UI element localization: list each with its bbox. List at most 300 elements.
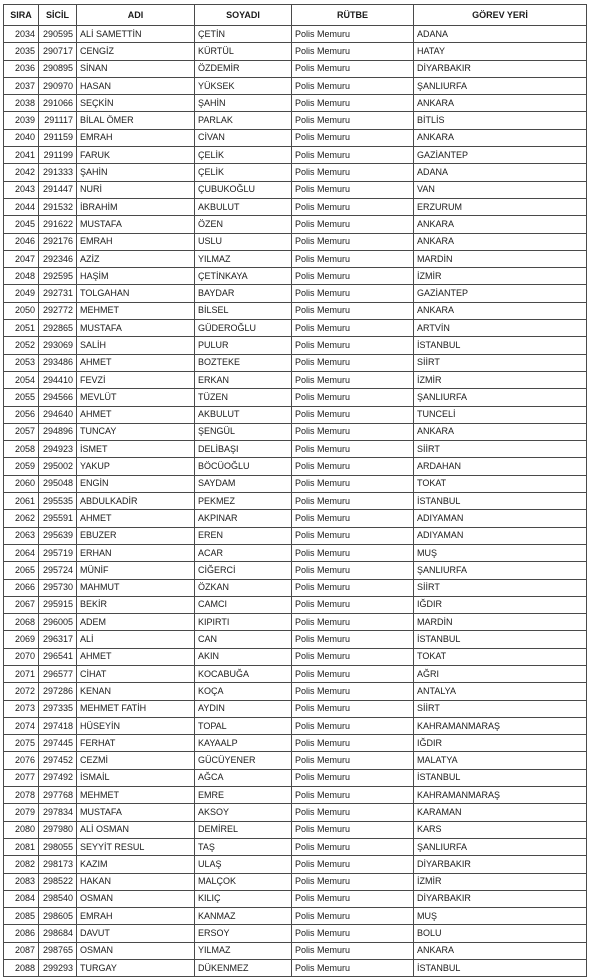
gorev-yeri-cell: İZMİR xyxy=(414,873,587,890)
sira-cell: 2057 xyxy=(4,423,39,440)
sira-cell: 2066 xyxy=(4,579,39,596)
rutbe-cell: Polis Memuru xyxy=(292,614,414,631)
table-row xyxy=(4,683,587,700)
sicil-cell: 293069 xyxy=(39,337,77,354)
soyadi-cell: PEKMEZ xyxy=(195,493,292,510)
gorev-yeri-cell: BOLU xyxy=(414,925,587,942)
adi-cell: HASAN xyxy=(77,77,195,94)
sicil-cell: 292865 xyxy=(39,320,77,337)
soyadi-cell: KOÇA xyxy=(195,683,292,700)
table-row xyxy=(4,320,587,337)
sira-cell: 2041 xyxy=(4,147,39,164)
gorev-yeri-cell: İZMİR xyxy=(414,268,587,285)
soyadi-cell: ERSOY xyxy=(195,925,292,942)
sira-cell: 2042 xyxy=(4,164,39,181)
sicil-cell: 292176 xyxy=(39,233,77,250)
header-soyadi: SOYADI xyxy=(195,5,292,26)
sicil-cell: 295724 xyxy=(39,562,77,579)
sicil-cell: 291199 xyxy=(39,147,77,164)
gorev-yeri-cell: MARDİN xyxy=(414,614,587,631)
adi-cell: FARUK xyxy=(77,147,195,164)
soyadi-cell: ÖZEN xyxy=(195,216,292,233)
sicil-cell: 291066 xyxy=(39,95,77,112)
sira-cell: 2038 xyxy=(4,95,39,112)
soyadi-cell: ÖZDEMİR xyxy=(195,60,292,77)
rutbe-cell: Polis Memuru xyxy=(292,925,414,942)
rutbe-cell: Polis Memuru xyxy=(292,250,414,267)
personnel-table xyxy=(3,4,587,977)
table-row xyxy=(4,838,587,855)
table-row xyxy=(4,769,587,786)
adi-cell: ADEM xyxy=(77,614,195,631)
sicil-cell: 296541 xyxy=(39,648,77,665)
sira-cell: 2080 xyxy=(4,821,39,838)
soyadi-cell: ERKAN xyxy=(195,371,292,388)
gorev-yeri-cell: ADANA xyxy=(414,26,587,43)
gorev-yeri-cell: DİYARBAKIR xyxy=(414,60,587,77)
adi-cell: CENGİZ xyxy=(77,43,195,60)
adi-cell: AHMET xyxy=(77,406,195,423)
adi-cell: OSMAN xyxy=(77,942,195,959)
rutbe-cell: Polis Memuru xyxy=(292,787,414,804)
rutbe-cell: Polis Memuru xyxy=(292,908,414,925)
rutbe-cell: Polis Memuru xyxy=(292,371,414,388)
soyadi-cell: ŞENGÜL xyxy=(195,423,292,440)
sicil-cell: 295730 xyxy=(39,579,77,596)
adi-cell: AHMET xyxy=(77,510,195,527)
soyadi-cell: DÜKENMEZ xyxy=(195,960,292,977)
gorev-yeri-cell: SİİRT xyxy=(414,354,587,371)
sira-cell: 2036 xyxy=(4,60,39,77)
adi-cell: EMRAH xyxy=(77,908,195,925)
table-row xyxy=(4,873,587,890)
sicil-cell: 297452 xyxy=(39,752,77,769)
gorev-yeri-cell: IĞDIR xyxy=(414,596,587,613)
sicil-cell: 298765 xyxy=(39,942,77,959)
adi-cell: ALİ xyxy=(77,631,195,648)
sira-cell: 2065 xyxy=(4,562,39,579)
rutbe-cell: Polis Memuru xyxy=(292,683,414,700)
rutbe-cell: Polis Memuru xyxy=(292,873,414,890)
soyadi-cell: YÜKSEK xyxy=(195,77,292,94)
soyadi-cell: ÇELİK xyxy=(195,164,292,181)
soyadi-cell: KIPIRTI xyxy=(195,614,292,631)
roster-sheet xyxy=(3,4,587,977)
table-row xyxy=(4,77,587,94)
adi-cell: MEHMET xyxy=(77,787,195,804)
rutbe-cell: Polis Memuru xyxy=(292,129,414,146)
soyadi-cell: ŞAHİN xyxy=(195,95,292,112)
gorev-yeri-cell: MARDİN xyxy=(414,250,587,267)
adi-cell: TOLGAHAN xyxy=(77,285,195,302)
adi-cell: OSMAN xyxy=(77,890,195,907)
sira-cell: 2046 xyxy=(4,233,39,250)
rutbe-cell: Polis Memuru xyxy=(292,77,414,94)
table-row xyxy=(4,925,587,942)
rutbe-cell: Polis Memuru xyxy=(292,510,414,527)
gorev-yeri-cell: KARS xyxy=(414,821,587,838)
sicil-cell: 291333 xyxy=(39,164,77,181)
sira-cell: 2069 xyxy=(4,631,39,648)
sicil-cell: 290717 xyxy=(39,43,77,60)
adi-cell: MUSTAFA xyxy=(77,216,195,233)
sira-cell: 2081 xyxy=(4,838,39,855)
soyadi-cell: DELİBAŞI xyxy=(195,441,292,458)
table-row xyxy=(4,354,587,371)
adi-cell: MEHMET xyxy=(77,302,195,319)
gorev-yeri-cell: ADIYAMAN xyxy=(414,527,587,544)
adi-cell: DAVUT xyxy=(77,925,195,942)
rutbe-cell: Polis Memuru xyxy=(292,198,414,215)
table-body xyxy=(4,26,587,977)
adi-cell: ABDULKADİR xyxy=(77,493,195,510)
table-row xyxy=(4,389,587,406)
adi-cell: SALİH xyxy=(77,337,195,354)
sicil-cell: 291447 xyxy=(39,181,77,198)
rutbe-cell: Polis Memuru xyxy=(292,302,414,319)
adi-cell: TUNCAY xyxy=(77,423,195,440)
rutbe-cell: Polis Memuru xyxy=(292,268,414,285)
gorev-yeri-cell: ŞANLIURFA xyxy=(414,77,587,94)
adi-cell: İSMET xyxy=(77,441,195,458)
adi-cell: MEHMET FATİH xyxy=(77,700,195,717)
table-row xyxy=(4,700,587,717)
gorev-yeri-cell: TOKAT xyxy=(414,648,587,665)
adi-cell: HAKAN xyxy=(77,873,195,890)
header-gorev-yeri: GÖREV YERİ xyxy=(414,5,587,26)
sira-cell: 2050 xyxy=(4,302,39,319)
table-row xyxy=(4,510,587,527)
sicil-cell: 294640 xyxy=(39,406,77,423)
rutbe-cell: Polis Memuru xyxy=(292,544,414,561)
sira-cell: 2062 xyxy=(4,510,39,527)
adi-cell: MUSTAFA xyxy=(77,804,195,821)
sicil-cell: 293486 xyxy=(39,354,77,371)
sira-cell: 2049 xyxy=(4,285,39,302)
rutbe-cell: Polis Memuru xyxy=(292,769,414,786)
rutbe-cell: Polis Memuru xyxy=(292,354,414,371)
sira-cell: 2074 xyxy=(4,717,39,734)
gorev-yeri-cell: KARAMAN xyxy=(414,804,587,821)
rutbe-cell: Polis Memuru xyxy=(292,423,414,440)
sicil-cell: 298173 xyxy=(39,856,77,873)
rutbe-cell: Polis Memuru xyxy=(292,493,414,510)
soyadi-cell: AKBULUT xyxy=(195,198,292,215)
gorev-yeri-cell: İZMİR xyxy=(414,371,587,388)
soyadi-cell: CAMCI xyxy=(195,596,292,613)
sicil-cell: 297335 xyxy=(39,700,77,717)
rutbe-cell: Polis Memuru xyxy=(292,562,414,579)
gorev-yeri-cell: SİİRT xyxy=(414,579,587,596)
sira-cell: 2047 xyxy=(4,250,39,267)
sira-cell: 2067 xyxy=(4,596,39,613)
gorev-yeri-cell: SİİRT xyxy=(414,441,587,458)
sicil-cell: 296005 xyxy=(39,614,77,631)
sicil-cell: 292595 xyxy=(39,268,77,285)
table-header xyxy=(4,5,587,26)
adi-cell: ENGİN xyxy=(77,475,195,492)
adi-cell: SEYYİT RESUL xyxy=(77,838,195,855)
table-row xyxy=(4,579,587,596)
sicil-cell: 299293 xyxy=(39,960,77,977)
sicil-cell: 290595 xyxy=(39,26,77,43)
table-row xyxy=(4,441,587,458)
table-row xyxy=(4,562,587,579)
sira-cell: 2079 xyxy=(4,804,39,821)
adi-cell: EMRAH xyxy=(77,129,195,146)
adi-cell: MÜNİF xyxy=(77,562,195,579)
sicil-cell: 291622 xyxy=(39,216,77,233)
rutbe-cell: Polis Memuru xyxy=(292,60,414,77)
sira-cell: 2034 xyxy=(4,26,39,43)
soyadi-cell: CAN xyxy=(195,631,292,648)
sira-cell: 2035 xyxy=(4,43,39,60)
sira-cell: 2039 xyxy=(4,112,39,129)
table-row xyxy=(4,337,587,354)
sicil-cell: 298684 xyxy=(39,925,77,942)
soyadi-cell: KAYAALP xyxy=(195,735,292,752)
gorev-yeri-cell: AĞRI xyxy=(414,665,587,682)
gorev-yeri-cell: GAZİANTEP xyxy=(414,285,587,302)
table-row xyxy=(4,856,587,873)
sicil-cell: 296577 xyxy=(39,665,77,682)
adi-cell: SEÇKİN xyxy=(77,95,195,112)
sicil-cell: 297768 xyxy=(39,787,77,804)
header-row xyxy=(4,5,587,26)
gorev-yeri-cell: ANKARA xyxy=(414,129,587,146)
adi-cell: KAZIM xyxy=(77,856,195,873)
rutbe-cell: Polis Memuru xyxy=(292,95,414,112)
adi-cell: ERHAN xyxy=(77,544,195,561)
sicil-cell: 295535 xyxy=(39,493,77,510)
adi-cell: EMRAH xyxy=(77,233,195,250)
rutbe-cell: Polis Memuru xyxy=(292,631,414,648)
soyadi-cell: AKSOY xyxy=(195,804,292,821)
sira-cell: 2071 xyxy=(4,665,39,682)
sicil-cell: 290970 xyxy=(39,77,77,94)
rutbe-cell: Polis Memuru xyxy=(292,441,414,458)
sira-cell: 2076 xyxy=(4,752,39,769)
rutbe-cell: Polis Memuru xyxy=(292,406,414,423)
adi-cell: TURGAY xyxy=(77,960,195,977)
sira-cell: 2087 xyxy=(4,942,39,959)
soyadi-cell: KOCABUĞA xyxy=(195,665,292,682)
soyadi-cell: GÜDEROĞLU xyxy=(195,320,292,337)
rutbe-cell: Polis Memuru xyxy=(292,527,414,544)
sicil-cell: 296317 xyxy=(39,631,77,648)
gorev-yeri-cell: MALATYA xyxy=(414,752,587,769)
adi-cell: SİNAN xyxy=(77,60,195,77)
soyadi-cell: TOPAL xyxy=(195,717,292,734)
table-row xyxy=(4,544,587,561)
sicil-cell: 290895 xyxy=(39,60,77,77)
soyadi-cell: ÇETİNKAYA xyxy=(195,268,292,285)
soyadi-cell: ÖZKAN xyxy=(195,579,292,596)
soyadi-cell: BOZTEKE xyxy=(195,354,292,371)
adi-cell: İBRAHİM xyxy=(77,198,195,215)
sicil-cell: 295719 xyxy=(39,544,77,561)
sicil-cell: 297418 xyxy=(39,717,77,734)
soyadi-cell: ÇUBUKOĞLU xyxy=(195,181,292,198)
soyadi-cell: YILMAZ xyxy=(195,942,292,959)
table-row xyxy=(4,787,587,804)
sicil-cell: 291159 xyxy=(39,129,77,146)
table-row xyxy=(4,181,587,198)
sicil-cell: 297834 xyxy=(39,804,77,821)
sira-cell: 2070 xyxy=(4,648,39,665)
gorev-yeri-cell: ANTALYA xyxy=(414,683,587,700)
adi-cell: KENAN xyxy=(77,683,195,700)
sira-cell: 2084 xyxy=(4,890,39,907)
rutbe-cell: Polis Memuru xyxy=(292,233,414,250)
sira-cell: 2052 xyxy=(4,337,39,354)
soyadi-cell: PARLAK xyxy=(195,112,292,129)
sira-cell: 2054 xyxy=(4,371,39,388)
table-row xyxy=(4,527,587,544)
gorev-yeri-cell: DİYARBAKIR xyxy=(414,890,587,907)
gorev-yeri-cell: İSTANBUL xyxy=(414,769,587,786)
rutbe-cell: Polis Memuru xyxy=(292,752,414,769)
header-sira: SIRA xyxy=(4,5,39,26)
sicil-cell: 297980 xyxy=(39,821,77,838)
soyadi-cell: SAYDAM xyxy=(195,475,292,492)
header-rutbe: RÜTBE xyxy=(292,5,414,26)
adi-cell: ŞAHİN xyxy=(77,164,195,181)
gorev-yeri-cell: İSTANBUL xyxy=(414,960,587,977)
gorev-yeri-cell: ŞANLIURFA xyxy=(414,389,587,406)
sicil-cell: 295591 xyxy=(39,510,77,527)
gorev-yeri-cell: ANKARA xyxy=(414,233,587,250)
table-row xyxy=(4,233,587,250)
sicil-cell: 294896 xyxy=(39,423,77,440)
soyadi-cell: YILMAZ xyxy=(195,250,292,267)
soyadi-cell: EREN xyxy=(195,527,292,544)
sicil-cell: 292346 xyxy=(39,250,77,267)
table-row xyxy=(4,942,587,959)
adi-cell: HÜSEYİN xyxy=(77,717,195,734)
adi-cell: AZİZ xyxy=(77,250,195,267)
rutbe-cell: Polis Memuru xyxy=(292,320,414,337)
table-row xyxy=(4,406,587,423)
adi-cell: BEKİR xyxy=(77,596,195,613)
table-row xyxy=(4,493,587,510)
gorev-yeri-cell: DİYARBAKIR xyxy=(414,856,587,873)
sicil-cell: 294923 xyxy=(39,441,77,458)
gorev-yeri-cell: MUŞ xyxy=(414,908,587,925)
table-row xyxy=(4,164,587,181)
sira-cell: 2043 xyxy=(4,181,39,198)
gorev-yeri-cell: SİİRT xyxy=(414,700,587,717)
sira-cell: 2077 xyxy=(4,769,39,786)
gorev-yeri-cell: ŞANLIURFA xyxy=(414,562,587,579)
adi-cell: CİHAT xyxy=(77,665,195,682)
table-row xyxy=(4,596,587,613)
rutbe-cell: Polis Memuru xyxy=(292,735,414,752)
gorev-yeri-cell: İSTANBUL xyxy=(414,337,587,354)
rutbe-cell: Polis Memuru xyxy=(292,942,414,959)
soyadi-cell: TAŞ xyxy=(195,838,292,855)
sicil-cell: 291117 xyxy=(39,112,77,129)
table-row xyxy=(4,268,587,285)
sicil-cell: 298522 xyxy=(39,873,77,890)
table-row xyxy=(4,631,587,648)
rutbe-cell: Polis Memuru xyxy=(292,389,414,406)
table-row xyxy=(4,752,587,769)
sira-cell: 2051 xyxy=(4,320,39,337)
table-row xyxy=(4,112,587,129)
sira-cell: 2082 xyxy=(4,856,39,873)
gorev-yeri-cell: MUŞ xyxy=(414,544,587,561)
soyadi-cell: TÜZEN xyxy=(195,389,292,406)
soyadi-cell: KILIÇ xyxy=(195,890,292,907)
adi-cell: NURİ xyxy=(77,181,195,198)
sira-cell: 2056 xyxy=(4,406,39,423)
soyadi-cell: ÇETİN xyxy=(195,26,292,43)
gorev-yeri-cell: KAHRAMANMARAŞ xyxy=(414,717,587,734)
table-row xyxy=(4,648,587,665)
header-adi: ADI xyxy=(77,5,195,26)
soyadi-cell: AĞCA xyxy=(195,769,292,786)
sicil-cell: 297445 xyxy=(39,735,77,752)
gorev-yeri-cell: ADANA xyxy=(414,164,587,181)
sicil-cell: 295639 xyxy=(39,527,77,544)
sicil-cell: 292731 xyxy=(39,285,77,302)
table-row xyxy=(4,302,587,319)
soyadi-cell: CİVAN xyxy=(195,129,292,146)
rutbe-cell: Polis Memuru xyxy=(292,475,414,492)
adi-cell: BİLAL ÖMER xyxy=(77,112,195,129)
sira-cell: 2072 xyxy=(4,683,39,700)
sira-cell: 2078 xyxy=(4,787,39,804)
sicil-cell: 294410 xyxy=(39,371,77,388)
table-row xyxy=(4,665,587,682)
soyadi-cell: DEMİREL xyxy=(195,821,292,838)
soyadi-cell: BİLSEL xyxy=(195,302,292,319)
table-row xyxy=(4,735,587,752)
table-row xyxy=(4,285,587,302)
rutbe-cell: Polis Memuru xyxy=(292,26,414,43)
soyadi-cell: ACAR xyxy=(195,544,292,561)
adi-cell: FERHAT xyxy=(77,735,195,752)
sira-cell: 2053 xyxy=(4,354,39,371)
rutbe-cell: Polis Memuru xyxy=(292,960,414,977)
soyadi-cell: BÖCÜOĞLU xyxy=(195,458,292,475)
header-sicil: SİCİL xyxy=(39,5,77,26)
sira-cell: 2083 xyxy=(4,873,39,890)
table-row xyxy=(4,804,587,821)
rutbe-cell: Polis Memuru xyxy=(292,648,414,665)
gorev-yeri-cell: IĞDIR xyxy=(414,735,587,752)
sira-cell: 2063 xyxy=(4,527,39,544)
table-row xyxy=(4,216,587,233)
table-row xyxy=(4,908,587,925)
gorev-yeri-cell: TUNCELİ xyxy=(414,406,587,423)
soyadi-cell: AYDIN xyxy=(195,700,292,717)
soyadi-cell: CİĞERCİ xyxy=(195,562,292,579)
sicil-cell: 298540 xyxy=(39,890,77,907)
sira-cell: 2068 xyxy=(4,614,39,631)
sicil-cell: 298605 xyxy=(39,908,77,925)
table-row xyxy=(4,147,587,164)
adi-cell: ALİ OSMAN xyxy=(77,821,195,838)
soyadi-cell: KÜRTÜL xyxy=(195,43,292,60)
sicil-cell: 295002 xyxy=(39,458,77,475)
sira-cell: 2055 xyxy=(4,389,39,406)
table-row xyxy=(4,60,587,77)
rutbe-cell: Polis Memuru xyxy=(292,579,414,596)
rutbe-cell: Polis Memuru xyxy=(292,216,414,233)
rutbe-cell: Polis Memuru xyxy=(292,890,414,907)
